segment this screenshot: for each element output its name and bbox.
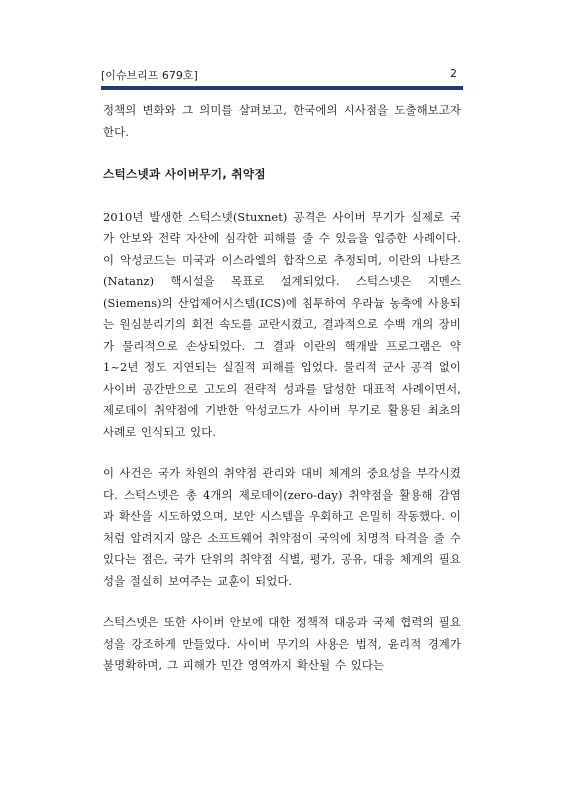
- document-body: [103, 100, 461, 677]
- body-paragraph-3: 스턱스넷은 또한 사이버 안보에 대한 정책적 대응과 국제 협력의 필요성을 강조하게 만들었다. 사이버 무기의 사용은 법적, 윤리적 경계가 불명확하며, 그 피해가 민간 영역까지 확산될 수 있다는: [103, 615, 461, 672]
- header-divider: [101, 86, 463, 90]
- section-heading: 스턱스넷과 사이버무기, 취약점: [103, 167, 266, 181]
- header-title: [이슈브리프 679호]: [101, 69, 198, 82]
- spacer: [103, 186, 461, 207]
- intro-paragraph: 정책의 변화와 그 의미를 살펴보고, 한국에의 시사점을 도출해보고자 한다.: [103, 103, 461, 139]
- page-header: [101, 64, 463, 84]
- spacer: [103, 443, 461, 463]
- spacer: [103, 143, 461, 164]
- page-number: 2: [450, 67, 457, 80]
- body-paragraph-2: 이 사건은 국가 차원의 취약점 관리와 대비 체계의 중요성을 부각시켰다. 스턱스넷은 총 4개의 제로데이(zero-day) 취약점을 활용해 감염과 확산을 시도하였으며, 보안 시스템을 우회하고 은밀히 작동했다. 이처럼 알려지지 않은 소프트웨어 취약점이 국익에 치명적 타격을 줄 수 있다는 점은, 국가 단위의 취약점 식별, 평가, 공유, 대응 체계의 필요성을 절실히 보여주는 교훈이 되었다.: [103, 466, 461, 588]
- body-paragraph-1: 2010년 발생한 스턱스넷(Stuxnet) 공격은 사이버 무기가 실제로 국가 안보와 전략 자산에 심각한 피해를 줄 수 있음을 입증한 사례이다. 이 악성코드는 미국과 이스라엘의 합작으로 추정되며, 이란의 나탄즈(Natanz) 핵시설을 목표로 설계되었다. 스턱스넷은 지멘스(Siemens)의 산업제어시스템(ICS)에 침투하여 우라늄 농축에 사용되는 원심분리기의 회전 속도를 교란시켰고, 결과적으로 수백 개의 장비가 물리적으로 손상되었다. 그 결과 이란의 핵개발 프로그램은 약 1~2년 정도 지연되는 실질적 피해를 입었다. 물리적 군사 공격 없이 사이버 공간만으로 고도의 전략적 성과를 달성한 대표적 사례이면서, 제로데이 취약점에 기반한 악성코드가 사이버 무기로 활용된 최초의 사례로 인식되고 있다.: [103, 209, 461, 439]
- spacer: [103, 592, 461, 612]
